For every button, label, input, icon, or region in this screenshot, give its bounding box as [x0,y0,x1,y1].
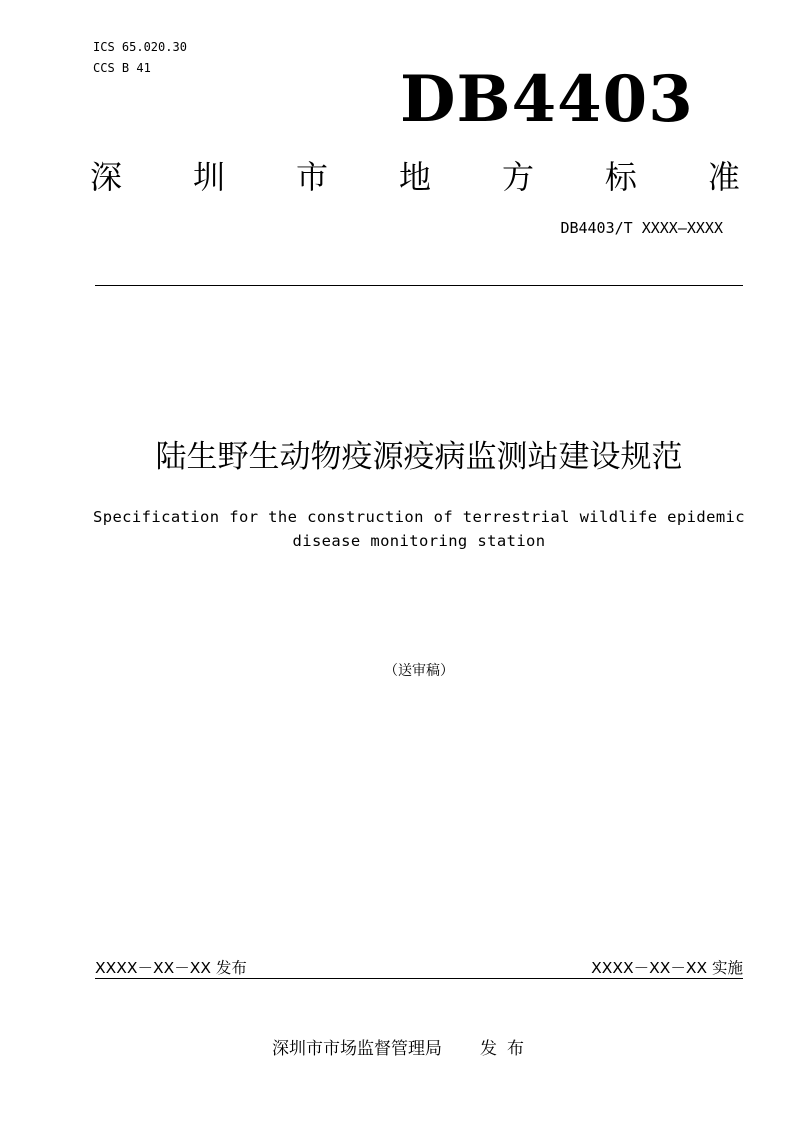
implement-date: XXXX－XX－XX 实施 [591,959,743,977]
category-char: 标 [604,158,637,196]
bottom-divider [95,978,743,979]
standard-category [90,152,740,198]
ics-code: ICS 65.020.30 [93,40,187,54]
title-english [90,505,748,553]
category-char: 地 [398,158,431,196]
category-char: 市 [295,158,328,196]
standard-code-logo: DB4403 [400,62,694,137]
title-english-line-2: disease monitoring station [292,532,546,550]
title-chinese: 陆生野生动物疫源疫病监测站建设规范 [155,439,683,475]
publish-date: XXXX－XX－XX 发布 [95,959,247,977]
category-char: 圳 [192,158,225,196]
category-char: 深 [90,158,123,196]
title-english-line-1: Specification for the construction of terrestrial wildlife epidemic [92,508,746,526]
issuer-line [272,1034,534,1059]
draft-status: （送审稿） [384,663,454,679]
ccs-code: CCS B 41 [93,61,151,75]
top-divider [95,285,743,286]
standard-number: DB4403/T XXXX—XXXX [560,219,723,237]
category-char: 方 [501,158,534,196]
category-char: 准 [707,158,740,196]
issuer-action: 发布 [480,1039,534,1059]
issuer-name: 深圳市市场监督管理局 [272,1039,442,1059]
